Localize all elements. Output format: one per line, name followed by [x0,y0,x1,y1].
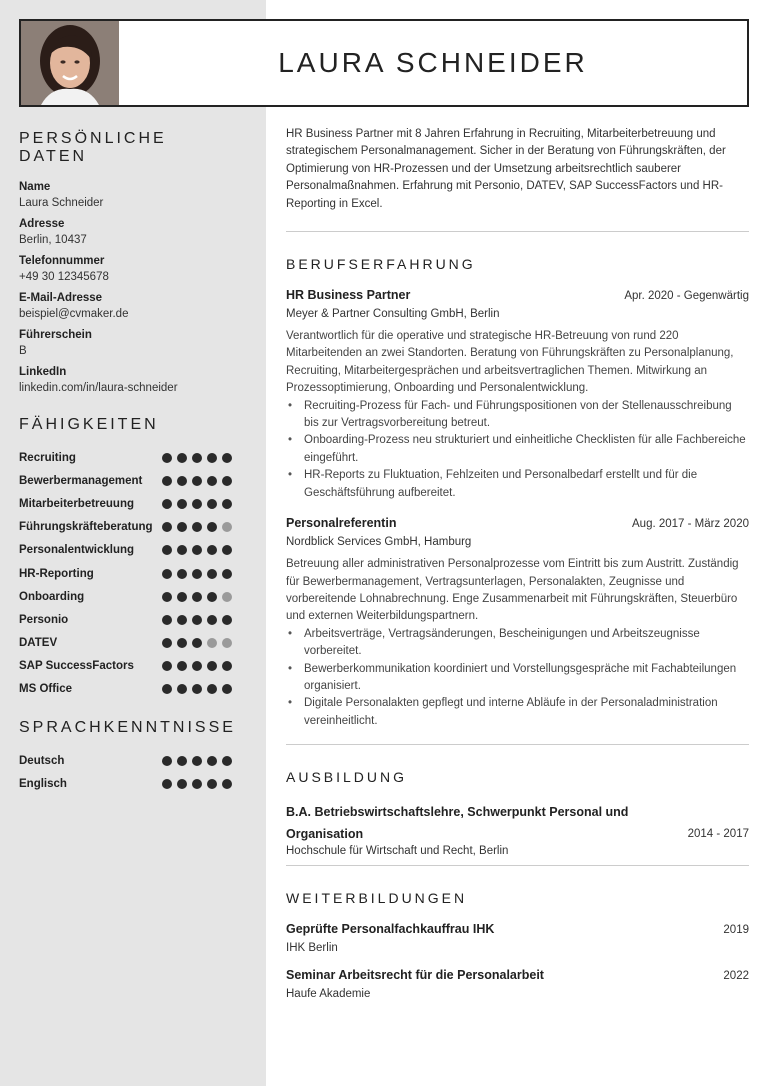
skill-name: HR-Reporting [19,567,94,580]
job-title: Personalreferentin [286,516,397,531]
experience-list [286,288,749,730]
rating-dots [162,476,234,486]
header [19,19,749,107]
rating-dot-filled [192,499,202,509]
main-content [286,126,749,1014]
rating-dots [162,638,234,648]
rating-dot-filled [222,545,232,555]
rating-dot-empty [222,638,232,648]
rating-dot-filled [207,779,217,789]
rating-dot-filled [177,638,187,648]
rating-dots [162,499,234,509]
skill-row [19,655,234,678]
rating-dot-filled [222,756,232,766]
language-row [19,749,234,772]
rating-dot-filled [207,499,217,509]
rating-dot-filled [177,779,187,789]
rating-dot-empty [222,522,232,532]
rating-dot-empty [222,592,232,602]
skill-name: Onboarding [19,590,85,603]
job-company: Nordblick Services GmbH, Hamburg [286,536,472,549]
skills-title: FÄHIGKEITEN [19,416,159,433]
training-title: Seminar Arbeitsrecht für die Personalarbeit [286,968,544,983]
personal-data-list [19,180,234,396]
training-entry [286,922,749,954]
email-value[interactable]: beispiel@cvmaker.de [19,308,129,320]
divider [286,865,749,866]
rating-dot-filled [207,661,217,671]
rating-dot-filled [207,453,217,463]
rating-dots [162,592,234,602]
job-bullets [286,626,749,730]
rating-dot-filled [162,453,172,463]
rating-dot-filled [192,615,202,625]
rating-dot-filled [177,453,187,463]
skill-row [19,585,234,608]
rating-dot-filled [222,661,232,671]
training-title: WEITERBILDUNGEN [286,890,468,907]
rating-dot-filled [222,615,232,625]
skill-row [19,446,234,469]
rating-dots [162,756,234,766]
bullet-item: • Onboarding-Prozess neu strukturiert und einheitliche Checklisten für alle Fachbereiche eingeführt. [286,432,749,467]
rating-dots [162,545,234,555]
rating-dot-filled [162,569,172,579]
profile-summary: HR Business Partner mit 8 Jahren Erfahrung in Recruiting, Mitarbeiterbetreuung und strategischem Personalmanagement. Sicher in der Beratung von Führungskräften, der Optimierung von HR-Prozessen und der Umsetzung arbeitsrechtlich sauberer Personalmaßnahmen. Erfahrung mit Personio, DATEV, SAP SuccessFactors und HR-Reporting in Excel. [286,128,726,210]
rating-dot-filled [162,684,172,694]
rating-dot-filled [192,661,202,671]
rating-dot-filled [177,684,187,694]
rating-dot-filled [222,779,232,789]
rating-dot-filled [162,522,172,532]
personal-label: Adresse [19,218,65,230]
education-date: 2014 - 2017 [687,828,749,841]
full-name: LAURA SCHNEIDER [278,47,588,78]
skill-name: Englisch [19,777,67,790]
rating-dot-filled [222,569,232,579]
rating-dot-filled [192,638,202,648]
training-title: Geprüfte Personalfachkauffrau IHK [286,922,495,937]
rating-dots [162,569,234,579]
rating-dot-filled [222,684,232,694]
rating-dot-filled [192,522,202,532]
training-org: Haufe Akademie [286,988,371,1001]
rating-dot-filled [177,499,187,509]
skill-row [19,678,234,701]
rating-dot-filled [177,756,187,766]
job-header [286,288,749,302]
job-title: HR Business Partner [286,288,411,303]
rating-dot-filled [162,592,172,602]
personal-label: E-Mail-Adresse [19,292,103,304]
rating-dot-empty [207,638,217,648]
training-header [286,968,749,982]
job-date: Aug. 2017 - März 2020 [632,518,749,531]
rating-dot-filled [207,476,217,486]
rating-dot-filled [192,756,202,766]
training-entry [286,968,749,1000]
language-row [19,772,234,795]
rating-dot-filled [222,453,232,463]
experience-title: BERUFSERFAHRUNG [286,256,476,273]
skill-row [19,632,234,655]
rating-dot-filled [177,569,187,579]
skill-row [19,492,234,515]
job-date: Apr. 2020 - Gegenwärtig [624,290,749,303]
rating-dots [162,522,234,532]
skill-name: SAP SuccessFactors [19,660,134,673]
rating-dot-filled [162,638,172,648]
rating-dot-filled [192,453,202,463]
skill-name: Recruiting [19,451,76,464]
rating-dot-filled [207,756,217,766]
divider [286,231,749,232]
skills-list [19,446,234,701]
rating-dot-filled [162,615,172,625]
training-header [286,922,749,936]
skill-name: Mitarbeiterbetreuung [19,497,135,510]
bullet-item: • Recruiting-Prozess für Fach- und Führungspositionen von der Stellenausschreibung bis zur Vertragsvorbereitung betreut. [286,398,749,433]
skill-name: DATEV [19,637,58,650]
rating-dots [162,453,234,463]
rating-dot-filled [207,569,217,579]
school-name: Hochschule für Wirtschaft und Recht, Berlin [286,845,509,858]
job-description: Verantwortlich für die operative und strategische HR-Betreuung von rund 220 Mitarbeitenden an zwei Standorten. Beratung von Führungskräften zu Personalplanung, Recruiting, Mitarbeitergesprächen und arbeitsvertraglichen Themen. Mitwirkung an Prozessoptimierung, Onboarding und Personalentwicklung. [286,330,734,395]
skill-name: Bewerbermanagement [19,474,143,487]
personal-label: Telefonnummer [19,255,105,267]
personal-value: Berlin, 10437 [19,234,87,246]
job-description: Betreuung aller administrativen Personalprozesse vom Eintritt bis zum Austritt. Zuständig für Bewerbermanagement, Vertragsunterlagen, Personalakten, Zeugnisse und vorbereitende Lohnabrechnung. Enge Zusammenarbeit mit Führungskräften, Steuerbüro und externen Weiterbildungspartnern. [286,558,739,623]
rating-dot-filled [177,545,187,555]
sidebar-content [19,130,234,795]
rating-dots [162,661,234,671]
training-date: 2022 [723,970,749,983]
rating-dot-filled [192,569,202,579]
skill-name: Deutsch [19,754,65,767]
skill-row [19,539,234,562]
rating-dots [162,684,234,694]
languages-list [19,749,234,795]
skill-row [19,608,234,631]
rating-dot-filled [162,779,172,789]
job-company: Meyer & Partner Consulting GmbH, Berlin [286,308,500,321]
degree-title: B.A. Betriebswirtschaftslehre, Schwerpunkt Personal und Organisation [286,805,629,842]
education-entry [286,801,749,857]
rating-dot-filled [177,476,187,486]
training-date: 2019 [723,924,749,937]
personal-data-title: PERSÖNLICHE DATEN [19,130,167,165]
skill-row [19,516,234,539]
bullet-item: • HR-Reports zu Fluktuation, Fehlzeiten und Personalbedarf erstellt und für die Geschäftsführung aufbereitet. [286,467,749,502]
skill-row [19,562,234,585]
rating-dot-filled [177,661,187,671]
rating-dot-filled [207,522,217,532]
rating-dot-filled [177,615,187,625]
rating-dot-filled [162,661,172,671]
personal-value: Laura Schneider [19,197,104,209]
bullet-item: • Arbeitsverträge, Vertragsänderungen, Bescheinigungen und Arbeitszeugnisse vorbereitet. [286,626,749,661]
rating-dot-filled [207,592,217,602]
training-list [286,922,749,1000]
rating-dot-filled [177,592,187,602]
skill-name: Personalentwicklung [19,544,135,557]
skill-name: MS Office [19,683,73,696]
skill-row [19,469,234,492]
rating-dot-filled [162,756,172,766]
portrait-image [21,21,119,105]
skill-name: Personio [19,613,69,626]
rating-dot-filled [192,545,202,555]
job-entry [286,288,749,502]
rating-dot-filled [177,522,187,532]
rating-dot-filled [192,684,202,694]
rating-dot-filled [162,499,172,509]
divider [286,744,749,745]
rating-dot-filled [207,545,217,555]
personal-value: +49 30 12345678 [19,271,109,283]
rating-dot-filled [207,615,217,625]
profile-photo [21,21,119,105]
rating-dot-filled [192,476,202,486]
rating-dots [162,779,234,789]
training-org: IHK Berlin [286,942,338,955]
linkedin-link[interactable]: linkedin.com/in/laura-schneider [19,382,178,394]
personal-value: B [19,345,27,357]
personal-label: LinkedIn [19,366,67,378]
personal-label: Name [19,181,51,193]
rating-dots [162,615,234,625]
languages-title: SPRACHKENNTNISSE [19,719,236,737]
job-entry [286,516,749,730]
job-bullets [286,398,749,502]
bullet-item: • Digitale Personalakten gepflegt und interne Abläufe in der Personaladministration vereinheitlicht. [286,695,749,730]
rating-dot-filled [222,499,232,509]
rating-dot-filled [222,476,232,486]
rating-dot-filled [192,779,202,789]
rating-dot-filled [207,684,217,694]
education-title: AUSBILDUNG [286,769,408,786]
bullet-item: • Bewerberkommunikation koordiniert und Vorstellungsgespräche mit Fachabteilungen organisiert. [286,661,749,696]
skill-name: Führungskräfteberatung [19,521,153,534]
personal-label: Führerschein [19,329,92,341]
job-header [286,516,749,530]
rating-dot-filled [162,545,172,555]
rating-dot-filled [192,592,202,602]
rating-dot-filled [162,476,172,486]
